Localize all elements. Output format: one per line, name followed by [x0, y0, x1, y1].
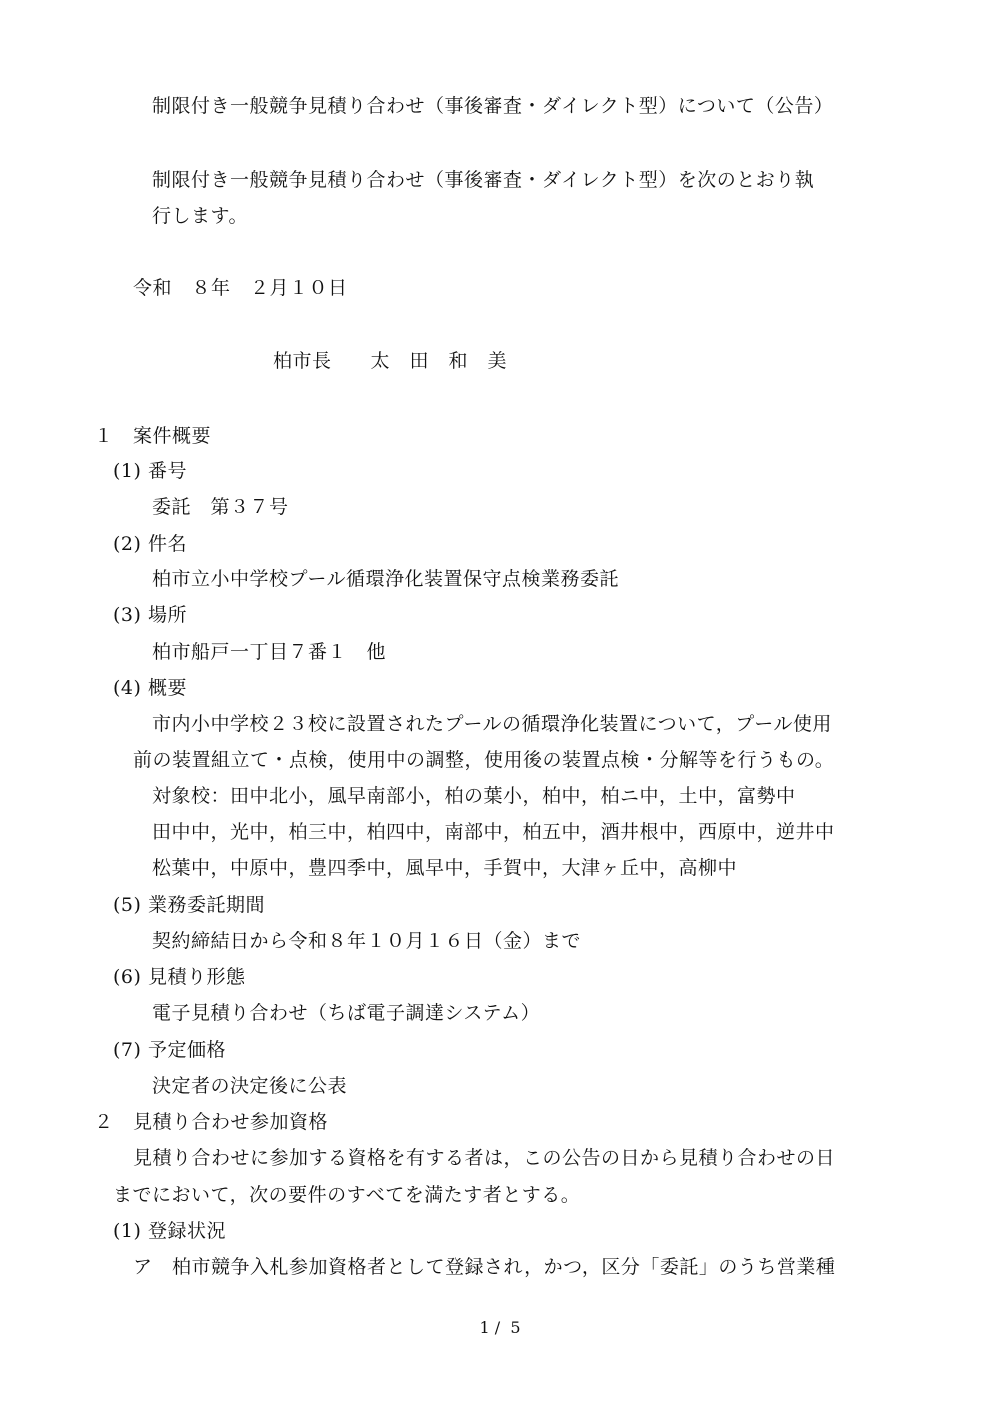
item-4-targets-2: 田中中，光中，柏三中，柏四中，南部中，柏五中，酒井根中，西原中，逆井中 — [152, 821, 835, 843]
item-4-desc-2: 前の装置組立て・点検，使用中の調整，使用後の装置点検・分解等を行うもの。 — [133, 749, 835, 771]
intro-line-2: 行します。 — [152, 205, 248, 227]
page-number: 1 / 5 — [479, 1318, 521, 1337]
item-7-value: 決定者の決定後に公表 — [152, 1075, 348, 1097]
item-4-desc-1: 市内小中学校２３校に設置されたプールの循環浄化装置について，プール使用 — [152, 713, 832, 735]
item-1-value: 委託 第３７号 — [152, 496, 289, 518]
item-6-label: (6) 見積り形態 — [113, 966, 246, 988]
item-6-value: 電子見積り合わせ（ちば電子調達システム） — [152, 1002, 541, 1024]
signatory: 柏市長 太 田 和 美 — [273, 350, 508, 372]
item-3-label: (3) 場所 — [113, 604, 187, 626]
section-2-heading: ２ 見積り合わせ参加資格 — [94, 1111, 329, 1133]
section-2-item-1-label: (1) 登録状況 — [113, 1220, 226, 1242]
item-1-label: (1) 番号 — [113, 460, 187, 482]
item-2-value: 柏市立小中学校プール循環浄化装置保守点検業務委託 — [152, 568, 620, 590]
item-3-value: 柏市船戸一丁目７番１ 他 — [152, 641, 387, 663]
item-4-targets-3: 松葉中，中原中，豊四季中，風早中，手賀中，大津ヶ丘中，高柳中 — [152, 857, 738, 879]
section-1-heading: １ 案件概要 — [94, 425, 212, 447]
section-2-para-2: までにおいて，次の要件のすべてを満たす者とする。 — [113, 1184, 581, 1206]
item-4-targets-1: 対象校：田中北小，風早南部小，柏の葉小，柏中，柏ニ中，土中，富勢中 — [152, 785, 796, 807]
notice-date: 令和 ８年 ２月１０日 — [133, 277, 348, 299]
intro-line-1: 制限付き一般競争見積り合わせ（事後審査・ダイレクト型）を次のとおり執 — [152, 169, 815, 191]
item-7-label: (7) 予定価格 — [113, 1039, 226, 1061]
item-5-value: 契約締結日から令和８年１０月１６日（金）まで — [152, 930, 582, 952]
item-4-label: (4) 概要 — [113, 677, 187, 699]
document-title: 制限付き一般競争見積り合わせ（事後審査・ダイレクト型）について（公告） — [152, 95, 834, 117]
item-2-label: (2) 件名 — [113, 533, 187, 555]
section-2-para-1: 見積り合わせに参加する資格を有する者は，この公告の日から見積り合わせの日 — [133, 1147, 836, 1169]
section-2-item-1-a: ア 柏市競争入札参加資格者として登録され，かつ，区分「委託」のうち営業種 — [133, 1256, 836, 1278]
item-5-label: (5) 業務委託期間 — [113, 894, 265, 916]
